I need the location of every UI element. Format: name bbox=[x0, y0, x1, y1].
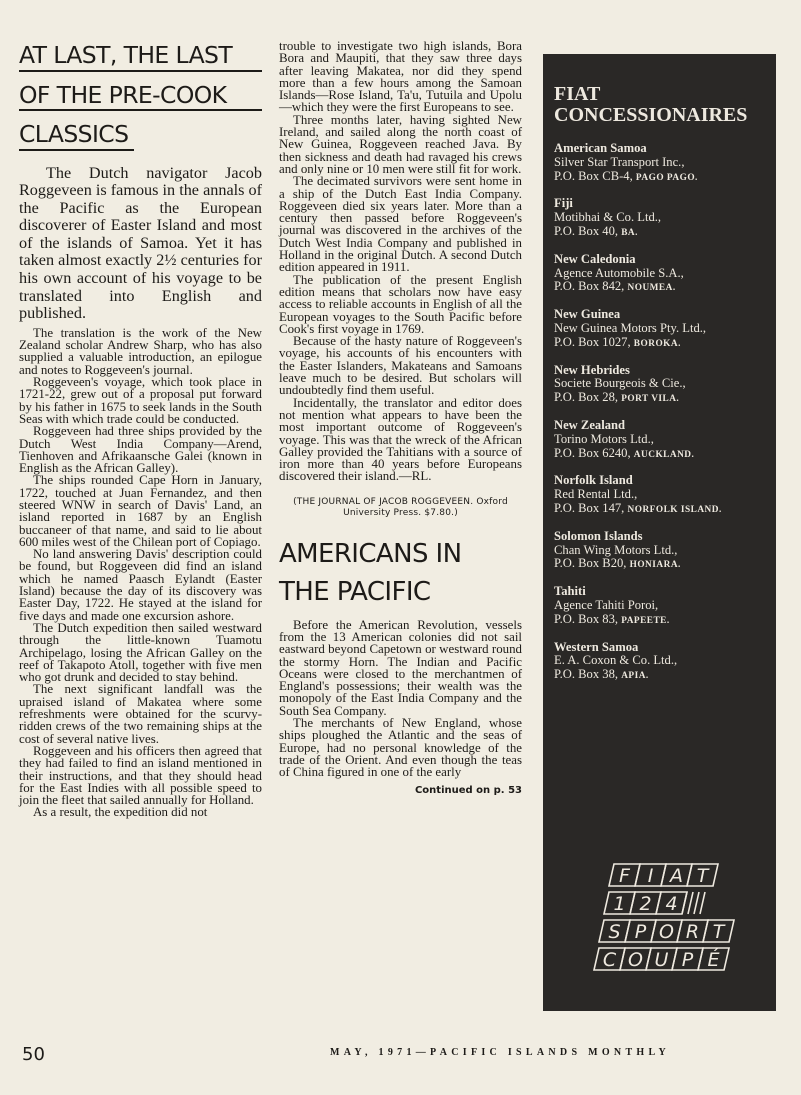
logo-letter: I bbox=[647, 865, 654, 887]
body-paragraph: The next significant landfall was the upraised island of Makatea where some refreshments were obtained for the scurvy-ridden crews of the two remaining ships at the cost of several native lives. bbox=[19, 682, 262, 746]
headline-americans bbox=[279, 537, 522, 613]
dealer-region: Tahiti bbox=[554, 584, 586, 599]
ad-title-line: CONCESSIONAIRES bbox=[554, 104, 748, 126]
dealer-region: New Hebrides bbox=[554, 362, 630, 377]
logo-letter: T bbox=[712, 921, 725, 943]
article-body-col1 bbox=[19, 327, 262, 819]
dealer-po-box: P.O. Box 147, bbox=[554, 500, 625, 515]
body-paragraph: Three months later, having sighted New Ireland, and sailed along the north coast of New Guinea, Roggeveen reached Java. By then sickness and death had ravaged his crews and only nine or 10 men were still fit for work. bbox=[279, 112, 522, 176]
dealer-city: HONIARA. bbox=[629, 560, 681, 571]
article-roggeveen bbox=[19, 40, 262, 819]
dealer-company: Red Rental Ltd., bbox=[554, 487, 638, 502]
body-paragraph: Before the American Revolution, vessels from the 13 American colonies did not sail eastward beyond Capetown or westward round the stormy Horn. The Indian and Pacific Oceans were closed to the merchantmen of England's possessions; their wealth was the monopoly of the East India Company and the South Sea Company. bbox=[279, 617, 522, 718]
headline-line: THE PACIFIC bbox=[279, 576, 431, 607]
dealer-company: Societe Bourgeois & Cie., bbox=[554, 376, 686, 391]
dealer-entry bbox=[554, 142, 764, 185]
dealer-po-box: P.O. Box B20, bbox=[554, 556, 627, 571]
logo-letter: F bbox=[619, 865, 630, 887]
dealer-company: Chan Wing Motors Ltd., bbox=[554, 542, 678, 557]
headline-line: CLASSICS bbox=[19, 119, 134, 151]
logo-letter: T bbox=[696, 865, 709, 887]
body-paragraph: Incidentally, the translator and editor does not mention what appears to have been the most important outcome of Roggeveen's voyage. This was that the wreck of the African Galley provided the Tahitians with a source of iron more than 40 years before Europeans discovered their island.—RL. bbox=[279, 395, 522, 484]
dealer-address bbox=[554, 447, 764, 463]
ad-title bbox=[554, 84, 764, 126]
logo-letter: R bbox=[685, 921, 700, 943]
dealer-company: Agence Tahiti Poroi, bbox=[554, 597, 659, 612]
headline-line: AT LAST, THE LAST bbox=[19, 40, 262, 72]
running-foot: MAY, 1971—PACIFIC ISLANDS MONTHLY bbox=[330, 1047, 671, 1058]
dealer-entry bbox=[554, 253, 764, 296]
dealer-po-box: P.O. Box 28, bbox=[554, 390, 619, 405]
article-body-americans bbox=[279, 619, 522, 779]
dealer-entry bbox=[554, 585, 764, 628]
logo-letter: O bbox=[628, 949, 643, 971]
dealer-region: New Caledonia bbox=[554, 251, 636, 266]
dealer-region: New Guinea bbox=[554, 307, 621, 322]
dealer-address bbox=[554, 225, 764, 241]
dealer-address bbox=[554, 613, 764, 629]
dealer-region: New Zealand bbox=[554, 417, 626, 432]
headline-line: AMERICANS IN bbox=[279, 538, 462, 569]
dealer-po-box: P.O. Box 6240, bbox=[554, 445, 631, 460]
dealer-region: American Samoa bbox=[554, 141, 647, 155]
dealer-po-box: P.O. Box 40, bbox=[554, 223, 619, 238]
body-paragraph: The ships rounded Cape Horn in January, 1722, touched at Juan Fernandez, and then steered WNW in search of Davis' Land, an island reported in 1687 by an English buccaneer of that name, and said to lie about 600 miles west of the Chilean port of Copiago. bbox=[19, 473, 262, 549]
dealer-po-box: P.O. Box 83, bbox=[554, 611, 619, 626]
logo-letter: S bbox=[608, 921, 621, 943]
dealer-entry bbox=[554, 530, 764, 573]
book-credit: (THE JOURNAL OF JACOB ROGGEVEEN. Oxford University Press. $7.80.) bbox=[293, 496, 508, 518]
logo-letter: C bbox=[602, 949, 617, 971]
dealer-entry bbox=[554, 641, 764, 684]
body-paragraph: Roggeveen's voyage, which took place in 1721-22, grew out of a proposal put forward by his father in 1675 to seek lands in the South Seas with which trade could be conducted. bbox=[19, 375, 262, 426]
body-paragraph: trouble to investigate two high islands, Bora Bora and Maupiti, that they saw three days after leaving Makatea, nor did they spend more than a few hours among the Samoan Islands—Rose Island, Ta'u, Tutuila and Upolu—which they were the first Europeans to see. bbox=[279, 39, 522, 115]
dealer-city: AUCKLAND. bbox=[633, 449, 695, 460]
fiat-advertisement bbox=[543, 54, 776, 1011]
body-paragraph: The translation is the work of the New Zealand scholar Andrew Sharp, who has also supplied a valuable introduction, an epilogue and notes to Roggeveen's journal. bbox=[19, 325, 262, 377]
body-paragraph: The Dutch expedition then sailed westward through the little-known Tuamotu Archipelago, losing the African Galley on the reef of Takapoto Atoll, together with five men who got drunk and decided to stay behind. bbox=[19, 620, 262, 685]
logo-hatch bbox=[694, 892, 699, 914]
lede-paragraph: The Dutch navigator Jacob Roggeveen is famous in the annals of the Pacific as the European discoverer of Easter Island and most of the islands of Samoa. Yet it has taken almost exactly 2½ centuries for his own account of his voyage to be translated into English and published. bbox=[19, 163, 262, 323]
dealer-address bbox=[554, 391, 764, 407]
logo-hatch bbox=[682, 892, 687, 914]
dealer-city: BOROKA. bbox=[633, 338, 681, 349]
logo-letter: É bbox=[707, 949, 720, 971]
dealer-region: Western Samoa bbox=[554, 639, 639, 654]
dealer-address bbox=[554, 170, 764, 186]
page-number: 50 bbox=[22, 1044, 45, 1065]
dealer-company: Torino Motors Ltd., bbox=[554, 431, 654, 446]
dealer-po-box: P.O. Box CB-4, bbox=[554, 168, 633, 183]
dealer-entry bbox=[554, 419, 764, 462]
page-footer bbox=[19, 1044, 783, 1065]
body-paragraph: Roggeveen had three ships provided by the Dutch West India Company—Arend, Tienhoven and Afrikaansche Galei (known in English as the African Galley). bbox=[19, 424, 262, 476]
dealer-entry bbox=[554, 474, 764, 517]
dealer-entry bbox=[554, 197, 764, 240]
dealer-po-box: P.O. Box 842, bbox=[554, 279, 625, 294]
continued-note: Continued on p. 53 bbox=[414, 784, 522, 796]
dealer-address bbox=[554, 280, 764, 296]
dealer-address bbox=[554, 557, 764, 573]
body-paragraph: No land answering Davis' description could be found, but Roggeveen did find an island which he named Paasch Eylandt (Easter Island) because the day of its discovery was Easter Day, 1722. He stayed at the island for five days and made one excursion ashore. bbox=[19, 547, 262, 623]
body-paragraph: Roggeveen and his officers then agreed that they had failed to find an island mentioned in their instructions, and that they should head for the East Indies with all possible speed to join the fleet that sailed annually for Holland. bbox=[19, 743, 262, 808]
dealer-company: E. A. Coxon & Co. Ltd., bbox=[554, 653, 678, 668]
ad-title-line: FIAT bbox=[554, 83, 601, 105]
dealer-city: PAGO PAGO. bbox=[635, 172, 698, 183]
column-two bbox=[279, 40, 522, 796]
body-paragraph: As a result, the expedition did not bbox=[33, 805, 208, 820]
dealer-region: Fiji bbox=[554, 196, 573, 211]
body-paragraph: Because of the hasty nature of Roggeveen's voyage, his accounts of his encounters with the Easter Islanders, Makateans and Samoans leave much to be desired. But scholars will undoubtedly find them useful. bbox=[279, 334, 522, 398]
dealer-city: PORT VILA. bbox=[621, 394, 680, 405]
logo-letter: 1 bbox=[613, 893, 626, 915]
dealer-entry bbox=[554, 308, 764, 351]
body-paragraph: The publication of the present English edition means that scholars now have easy access to reliable accounts in English of all the European voyages to the South Pacific before Cook's first voyage in 1769. bbox=[279, 272, 522, 336]
logo-letter: U bbox=[654, 949, 669, 971]
dealer-company: Silver Star Transport Inc., bbox=[554, 154, 685, 169]
dealer-company: Agence Automobile S.A., bbox=[554, 265, 684, 280]
dealer-address bbox=[554, 336, 764, 352]
dealer-city: NOUMEA. bbox=[627, 283, 676, 294]
dealer-city: NORFOLK ISLAND. bbox=[627, 504, 722, 515]
logo-hatch bbox=[688, 892, 693, 914]
logo-letter: O bbox=[659, 921, 674, 943]
dealer-city: PAPEETE. bbox=[621, 615, 670, 626]
headline-line: OF THE PRE-COOK bbox=[19, 80, 262, 112]
logo-hatch bbox=[700, 892, 705, 914]
dealer-po-box: P.O. Box 1027, bbox=[554, 334, 631, 349]
fiat-124-sport-coupe-logo bbox=[591, 862, 751, 972]
dealer-company: New Guinea Motors Pty. Ltd., bbox=[554, 320, 707, 335]
dealer-entry bbox=[554, 364, 764, 407]
dealer-po-box: P.O. Box 38, bbox=[554, 667, 619, 682]
dealer-city: APIA. bbox=[621, 671, 649, 682]
dealer-address bbox=[554, 502, 764, 518]
dealer-company: Motibhai & Co. Ltd., bbox=[554, 210, 662, 225]
headline-roggeveen bbox=[19, 40, 262, 159]
logo-letter: 4 bbox=[665, 893, 678, 915]
dealer-region: Solomon Islands bbox=[554, 528, 643, 543]
logo-letter: P bbox=[681, 949, 694, 971]
dealer-address bbox=[554, 668, 764, 684]
logo-letter: A bbox=[670, 865, 683, 887]
body-paragraph: The decimated survivors were sent home in a ship of the Dutch East India Company. Roggeveen died six years later. More than a century then passed before Roggeveen's journal was discovered in the archives of the Dutch West India Company and published in Holland in the original Dutch. A second Dutch edition appeared in 1911. bbox=[279, 174, 522, 275]
dealer-list bbox=[554, 142, 764, 684]
logo-letter: 2 bbox=[639, 893, 652, 915]
article-body-col2 bbox=[279, 40, 522, 483]
body-paragraph: The merchants of New England, whose ships ploughed the Atlantic and the seas of Europe, had no personal knowledge of the trade of the Orient. And even though the teas of China figured in one of the early bbox=[279, 716, 522, 780]
logo-letter: P bbox=[634, 921, 647, 943]
dealer-city: BA. bbox=[621, 227, 638, 238]
dealer-region: Norfolk Island bbox=[554, 473, 633, 488]
